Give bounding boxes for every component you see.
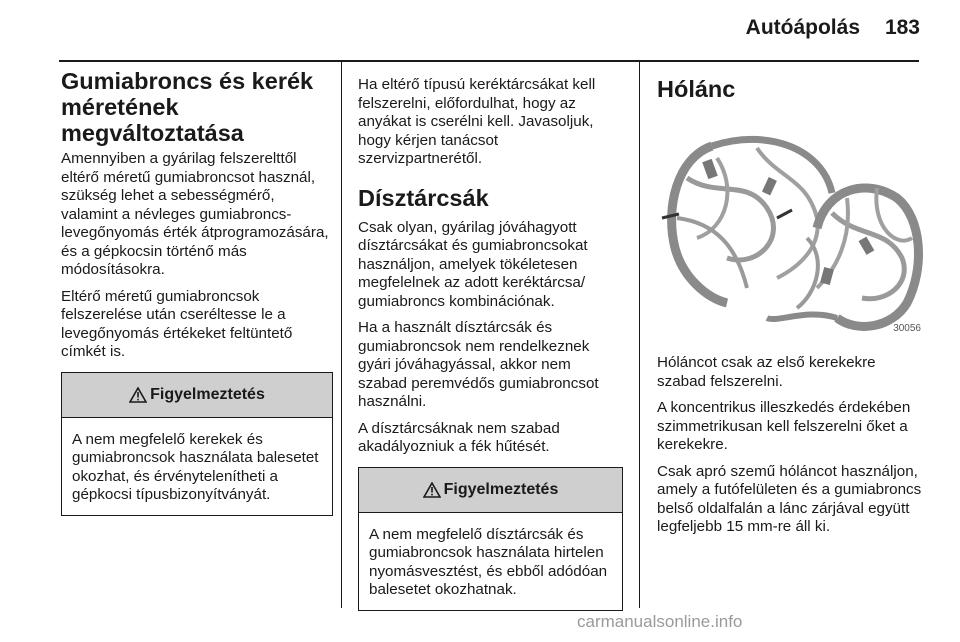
heading-hubcaps: Dísztárcsák	[358, 184, 489, 211]
column-3	[657, 76, 925, 545]
warning-triangle-icon	[423, 482, 441, 498]
warning-box	[61, 372, 333, 516]
warning-triangle-icon	[129, 387, 147, 403]
figure-id: 30056	[893, 323, 921, 334]
column-divider-1	[341, 62, 342, 608]
heading-tire-size-change: Gumiabroncs és kerék méretének megváltoztatása	[61, 68, 314, 146]
paragraph: Hóláncot csak az első kerekekre szabad felszerelni.	[657, 354, 876, 390]
paragraph: Ha eltérő típusú keréktárcsákat kell felszerelni, előfordulhat, hogy az anyákat is cserélni kell. Javasoljuk, hogy kérjen tanácsot szervizpartnerétől.	[358, 76, 596, 167]
warning-box	[358, 467, 623, 611]
paragraph: Csak apró szemű hóláncot használjon, amely a futófelületen és a gumiabroncs belső oldalfalán a lánc zárjával együtt legfeljebb 15 mm-re áll ki.	[657, 462, 922, 535]
warning-header	[62, 373, 332, 418]
warning-title: Figyelmeztetés	[443, 480, 559, 498]
column-2	[358, 76, 623, 611]
paragraph: Amennyiben a gyárilag felszerelttől eltérő méretű gumiabroncsot használ, szükség lehet a sebességmérő, valamint a névleges gumiabroncs-levegőnyomás érték átprogramozására, és a gépkocsin történő más módosításokra.	[61, 150, 329, 278]
paragraph: A dísztárcsáknak nem szabad akadályozniuk a fék hűtését.	[358, 419, 560, 455]
warning-text: A nem megfelelő kerekek és gumiabroncsok használata balesetet okozhat, és érvénytelenítheti a gépkocsi típusbizonyítványát.	[72, 430, 319, 503]
paragraph: Ha a használt dísztárcsák és gumiabroncsok nem rendelkeznek gyári jóváhagyással, akkor nem szabad peremvédős gumiabroncsot használni.	[358, 319, 599, 410]
snow-chain-drawing	[657, 118, 925, 338]
warning-header	[359, 468, 622, 513]
section-title: Autóápolás	[745, 16, 860, 39]
paragraph: Eltérő méretű gumiabroncsok felszerelése után cseréltesse le a levegőnyomás értékeket feltüntető címkét is.	[61, 287, 293, 360]
header-divider	[59, 60, 919, 62]
warning-title: Figyelmeztetés	[150, 385, 265, 403]
column-divider-2	[639, 62, 640, 608]
warning-text: A nem megfelelő dísztárcsák és gumiabroncsok használata hirtelen nyomásvesztést, és ebből adódóan balesetet okozhatnak.	[369, 525, 608, 598]
page-number: 183	[884, 16, 920, 39]
heading-snow-chains: Hólánc	[657, 76, 736, 102]
snow-chain-illustration	[657, 118, 925, 338]
paragraph: Csak olyan, gyárilag jóváhagyott dísztárcsákat és gumiabroncsokat használjon, amelyek tökéletesen megfelelnek az adott keréktárcsa/ gumiabroncs kombinációnak.	[358, 218, 588, 310]
watermark: carmanualsonline.info	[577, 612, 743, 631]
column-1	[61, 68, 333, 516]
paragraph: A koncentrikus illeszkedés érdekében szimmetrikusan kell felszerelni őket a kerekekre.	[657, 399, 911, 453]
